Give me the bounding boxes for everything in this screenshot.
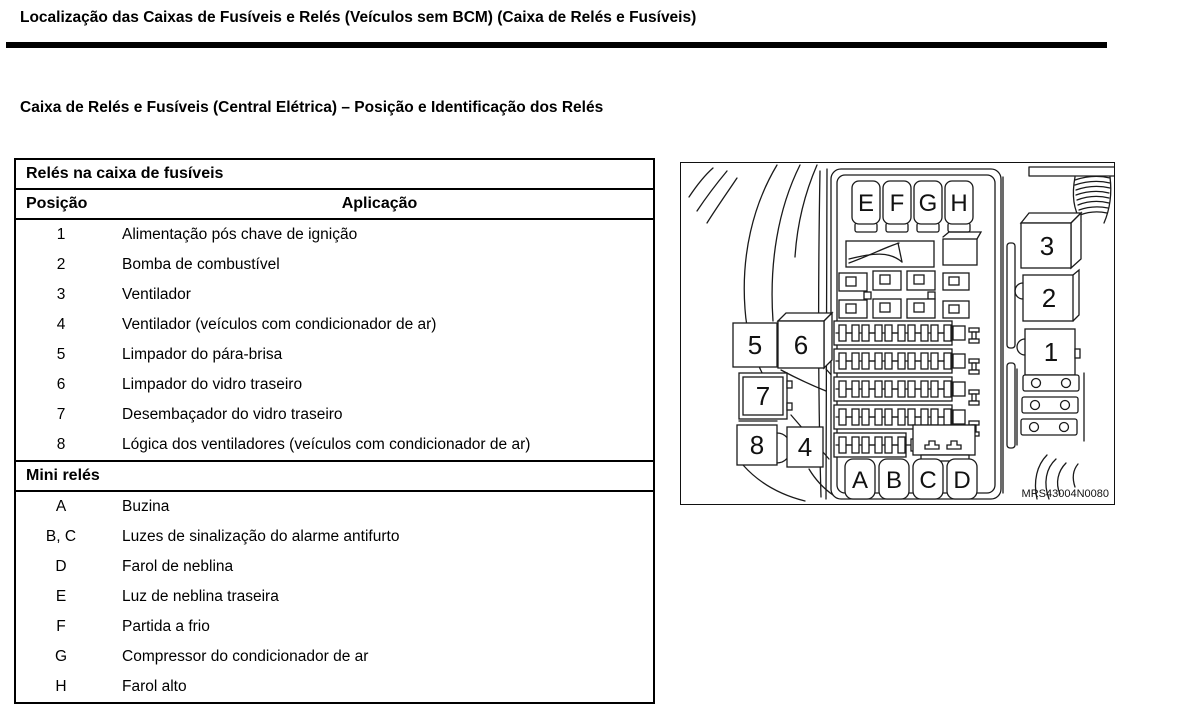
cell-application: Ventilador <box>122 286 191 303</box>
table-row <box>16 310 653 340</box>
diagram-relay-label: B <box>885 467 903 494</box>
cell-application: Alimentação pós chave de ignição <box>122 226 358 243</box>
cell-position: 1 <box>56 226 66 243</box>
cell-application: Partida a frio <box>122 618 210 635</box>
cell-application: Compressor do condicionador de ar <box>122 648 369 665</box>
diagram-relay-label: F <box>889 190 905 217</box>
cell-position: E <box>55 588 67 605</box>
table-row <box>16 552 653 582</box>
diagram-relay-label: A <box>851 467 869 494</box>
column-header-position: Posição <box>26 195 88 212</box>
cell-application: Farol alto <box>122 678 187 695</box>
cell-application: Limpador do vidro traseiro <box>122 376 303 393</box>
diagram-relay-label: 5 <box>747 330 763 360</box>
table-row <box>16 672 653 702</box>
page-title: Localização das Caixas de Fusíveis e Relés (Veículos sem BCM) (Caixa de Relés e Fusíveis) <box>20 9 697 26</box>
diagram-relay-label: 3 <box>1039 231 1055 261</box>
diagram-relay-label: 7 <box>755 381 771 411</box>
fusebox-drawing <box>681 163 1114 504</box>
cell-position: G <box>54 648 68 665</box>
table-row <box>16 582 653 612</box>
table-row <box>16 612 653 642</box>
diagram-relay-label: 4 <box>797 432 813 462</box>
table-row <box>16 220 653 250</box>
cell-position: 6 <box>56 376 66 393</box>
cell-position: D <box>55 558 67 575</box>
cell-position: 2 <box>56 256 66 273</box>
table-row <box>16 430 653 460</box>
diagram-relay-label: 6 <box>793 330 809 360</box>
section-subtitle: Caixa de Relés e Fusíveis (Central Elétrica) – Posição e Identificação dos Relés <box>20 99 604 116</box>
diagram-relay-label: E <box>857 190 875 217</box>
table-row <box>16 400 653 430</box>
fusebox-diagram <box>680 162 1115 505</box>
cell-application: Luzes de sinalização do alarme antifurto <box>122 528 400 545</box>
title-divider <box>6 42 1107 48</box>
cell-application: Limpador do pára-brisa <box>122 346 283 363</box>
cell-application: Bomba de combustível <box>122 256 280 273</box>
diagram-relay-label: 8 <box>749 430 765 460</box>
cell-application: Farol de neblina <box>122 558 234 575</box>
cell-position: F <box>56 618 66 635</box>
cell-application: Desembaçador do vidro traseiro <box>122 406 343 423</box>
table-row <box>16 250 653 280</box>
fuse-holder-strips <box>1021 375 1079 435</box>
diagram-relay-label: C <box>919 467 937 494</box>
cell-position: 8 <box>56 436 66 453</box>
diagram-relay-label: D <box>953 467 971 494</box>
cell-position: H <box>55 678 67 695</box>
table-section-header-mini: Mini relés <box>16 460 653 492</box>
table-header-row <box>16 190 653 220</box>
diagram-relay-label: H <box>950 190 968 217</box>
diagram-relay-label: G <box>918 190 938 217</box>
table-row <box>16 370 653 400</box>
cell-position: 3 <box>56 286 66 303</box>
table-section-header-relays: Relés na caixa de fusíveis <box>16 160 653 190</box>
diagram-relay-label: 1 <box>1043 337 1059 367</box>
column-header-application: Aplicação <box>341 195 418 212</box>
cell-position: 5 <box>56 346 66 363</box>
cell-application: Buzina <box>122 498 170 515</box>
table-row <box>16 522 653 552</box>
table-row <box>16 280 653 310</box>
table-row <box>16 340 653 370</box>
cell-position: 7 <box>56 406 66 423</box>
cell-application: Lógica dos ventiladores (veículos com condicionador de ar) <box>122 436 531 453</box>
table-row <box>16 642 653 672</box>
table-row <box>16 492 653 522</box>
cell-position: A <box>55 498 67 515</box>
relay-table <box>14 158 655 704</box>
cell-position: B, C <box>45 528 77 545</box>
cell-position: 4 <box>56 316 66 333</box>
cell-application: Ventilador (veículos com condicionador de ar) <box>122 316 437 333</box>
cell-application: Luz de neblina traseira <box>122 588 279 605</box>
diagram-relay-label: 2 <box>1041 283 1057 313</box>
figure-code: MRS43004N0080 <box>1021 488 1109 500</box>
